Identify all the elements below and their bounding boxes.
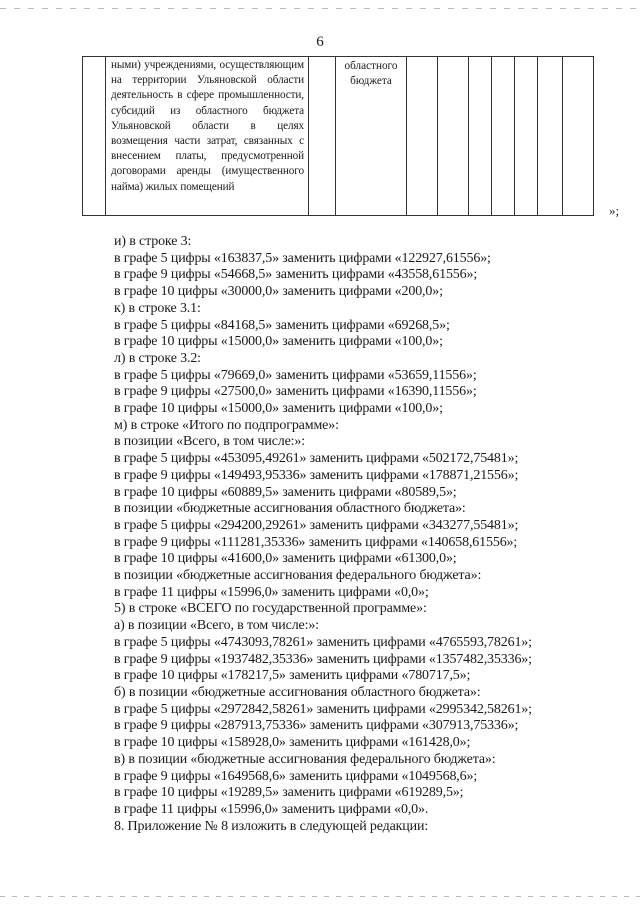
text-line: в графе 10 цифры «178217,5» заменить цифрами «780717,5»;	[114, 668, 471, 684]
page-number: 6	[316, 34, 324, 50]
text-line: в графе 5 цифры «79669,0» заменить цифрами «53659,11556»;	[114, 367, 477, 383]
text-line: в графе 9 цифры «149493,95336» заменить цифрами «178871,21556»;	[114, 467, 519, 483]
text-line: в графе 9 цифры «1937482,35336» заменить цифрами «1357482,35336»;	[114, 651, 532, 667]
text-line: и) в строке 3:	[114, 234, 192, 249]
scan-edge-bottom	[0, 896, 640, 897]
text-line: в графе 9 цифры «1649568,6» заменить цифрами «1049568,6»;	[114, 768, 478, 784]
text-line: в графе 10 цифры «158928,0» заменить цифрами «161428,0»;	[114, 735, 471, 751]
text-line: в позиции «бюджетные ассигнования федерального бюджета»:	[114, 568, 482, 584]
text-line: а) в позиции «Всего, в том числе:»:	[114, 618, 319, 634]
text-line: в графе 11 цифры «15996,0» заменить цифрами «0,0»;	[114, 584, 429, 600]
table-cell-empty	[83, 57, 106, 216]
table-cell-empty	[407, 57, 438, 216]
table-cell-empty	[438, 57, 469, 216]
funding-source-text: областного бюджета	[344, 60, 398, 88]
text-line: в графе 5 цифры «294200,29261» заменить цифрами «343277,55481»;	[114, 517, 519, 533]
text-line: в графе 10 цифры «15000,0» заменить цифрами «100,0»;	[114, 401, 443, 417]
text-line: в графе 5 цифры «2972842,58261» заменить цифрами «2995342,58261»;	[114, 701, 532, 717]
text-line: 8. Приложение № 8 изложить в следующей редакции:	[114, 818, 429, 834]
text-line: в позиции «Всего, в том числе:»:	[114, 434, 305, 450]
text-line: б) в позиции «бюджетные ассигнования областного бюджета»:	[114, 684, 481, 700]
text-line: в графе 5 цифры «163837,5» заменить цифрами «122927,61556»;	[114, 250, 491, 266]
row-description-text: ными) учреждениями, осуществляющим на территории Ульяновской области деятельность в сфере промышленности, субсидий из областного бюджета Ульяновской области в целях возмещения части затрат, связанных с внесением платы, предусмотренной договорами аренды (имущественного найма) жилых помещений	[111, 59, 304, 193]
text-line: в графе 10 цифры «30000,0» заменить цифрами «200,0»;	[114, 284, 443, 300]
text-line: в графе 9 цифры «27500,0» заменить цифрами «16390,11556»;	[114, 384, 477, 400]
text-line: в графе 11 цифры «15996,0» заменить цифрами «0,0».	[114, 801, 429, 817]
text-line: к) в строке 3.1:	[114, 300, 201, 316]
text-line: м) в строке «Итого по подпрограмме»:	[114, 417, 339, 433]
text-line: в графе 5 цифры «84168,5» заменить цифрами «69268,5»;	[114, 317, 450, 333]
table-cell-empty	[492, 57, 515, 216]
scan-edge-top	[0, 8, 640, 9]
table-cell-empty	[563, 57, 594, 216]
table-row	[83, 57, 594, 216]
text-line: л) в строке 3.2:	[114, 350, 201, 366]
text-line: в графе 10 цифры «19289,5» заменить цифрами «619289,5»;	[114, 785, 464, 801]
table-cell-empty	[469, 57, 492, 216]
text-line: в графе 5 цифры «453095,49261» заменить цифрами «502172,75481»;	[114, 451, 519, 467]
table-cell-source	[336, 57, 407, 216]
table-cell-empty	[515, 57, 538, 216]
program-table-fragment	[82, 56, 594, 216]
table-cell-empty	[538, 57, 563, 216]
text-line: в позиции «бюджетные ассигнования областного бюджета»:	[114, 501, 466, 517]
text-line: в графе 9 цифры «287913,75336» заменить цифрами «307913,75336»;	[114, 718, 519, 734]
table-cell-empty	[309, 57, 336, 216]
text-line: в графе 5 цифры «4743093,78261» заменить цифрами «4765593,78261»;	[114, 634, 532, 650]
text-line: в графе 9 цифры «111281,35336» заменить цифрами «140658,61556»;	[114, 534, 518, 550]
text-line: в графе 9 цифры «54668,5» заменить цифрами «43558,61556»;	[114, 267, 478, 283]
amendment-text	[114, 234, 614, 835]
text-line: в) в позиции «бюджетные ассигнования федерального бюджета»:	[114, 751, 496, 767]
text-line: в графе 10 цифры «60889,5» заменить цифрами «80589,5»;	[114, 484, 457, 500]
table-cell-description	[106, 57, 309, 216]
table-closing-quote: »;	[609, 203, 620, 218]
text-line: в графе 10 цифры «41600,0» заменить цифрами «61300,0»;	[114, 551, 457, 567]
text-line: 5) в строке «ВСЕГО по государственной программе»:	[114, 601, 427, 617]
text-line: в графе 10 цифры «15000,0» заменить цифрами «100,0»;	[114, 334, 443, 350]
